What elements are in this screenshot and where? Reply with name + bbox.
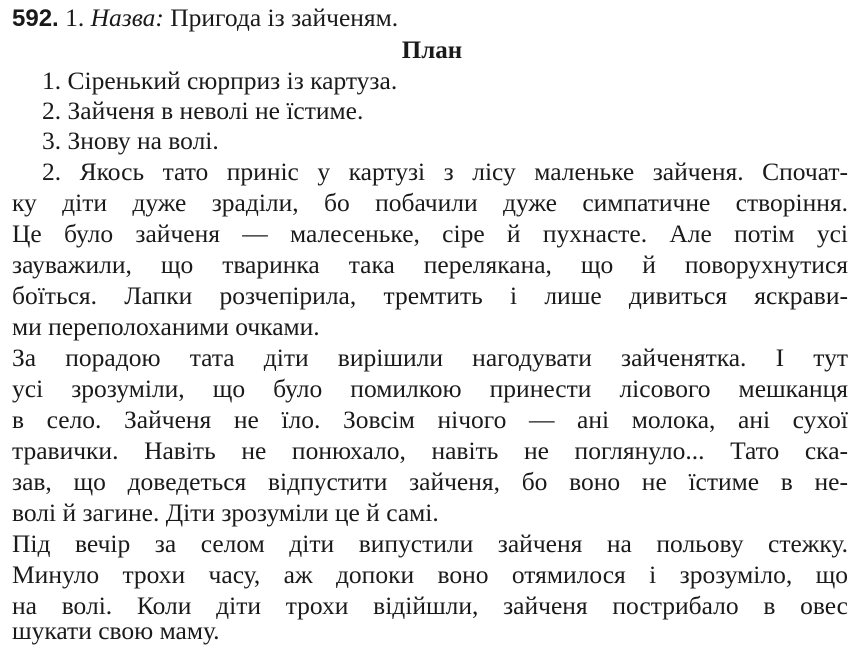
plan-item: 1. Сіренький сюрприз із картуза.	[42, 66, 398, 95]
title-label: Назва:	[90, 3, 164, 32]
body-line: усі зрозуміли, що було помилкою принести лісового мешканця	[12, 374, 848, 403]
item-number: 1.	[65, 3, 85, 32]
body-line: травички. Навіть не понюхало, навіть не поглянуло... Тато ска-	[12, 436, 848, 465]
body-line: боїться. Лапки розчепірила, тремтить і лише дивиться яскрави-	[12, 281, 848, 310]
body-line: на волі. Коли діти трохи відійшли, зайченя пострибало в овес	[12, 591, 848, 620]
body-line: зауважили, що тваринка така перелякана, що й поворухнутися	[12, 250, 848, 279]
plan-heading: План	[401, 37, 463, 64]
body-line: зав, що доведеться відпустити зайченя, бо воно не їстиме в не-	[12, 467, 848, 496]
exercise-number: 592.	[12, 5, 59, 32]
body-line: За порадою тата діти вирішили нагодувати зайченятка. І тут	[12, 343, 848, 372]
story-title: Пригода із зайченям.	[170, 3, 399, 32]
body-line: шукати свою маму.	[12, 616, 220, 645]
body-line: ку діти дуже зраділи, бо побачили дуже симпатичне створіння.	[12, 188, 848, 217]
body-line: Минуло трохи часу, аж допоки воно отямилося і зрозуміло, що	[12, 560, 848, 589]
body-line: Під вечір за селом діти випустили зайченя на польову стежку.	[12, 529, 848, 558]
plan-item: 3. Знову на волі.	[42, 126, 219, 155]
body-line: в село. Зайченя не їло. Зовсім нічого — ані молока, ані сухої	[12, 405, 848, 434]
body-line: волі й загине. Діти зрозуміли це й самі.	[12, 498, 439, 527]
body-line: ми переполоханими очками.	[12, 312, 320, 341]
exercise-header	[12, 3, 398, 34]
body-line: 2. Якось тато приніс у картузі з лісу маленьке зайченя. Спочат-	[42, 157, 848, 186]
plan-item: 2. Зайченя в неволі не їстиме.	[42, 96, 364, 125]
body-line: Це було зайченя — малесеньке, сіре й пухнасте. Але потім усі	[12, 219, 848, 248]
